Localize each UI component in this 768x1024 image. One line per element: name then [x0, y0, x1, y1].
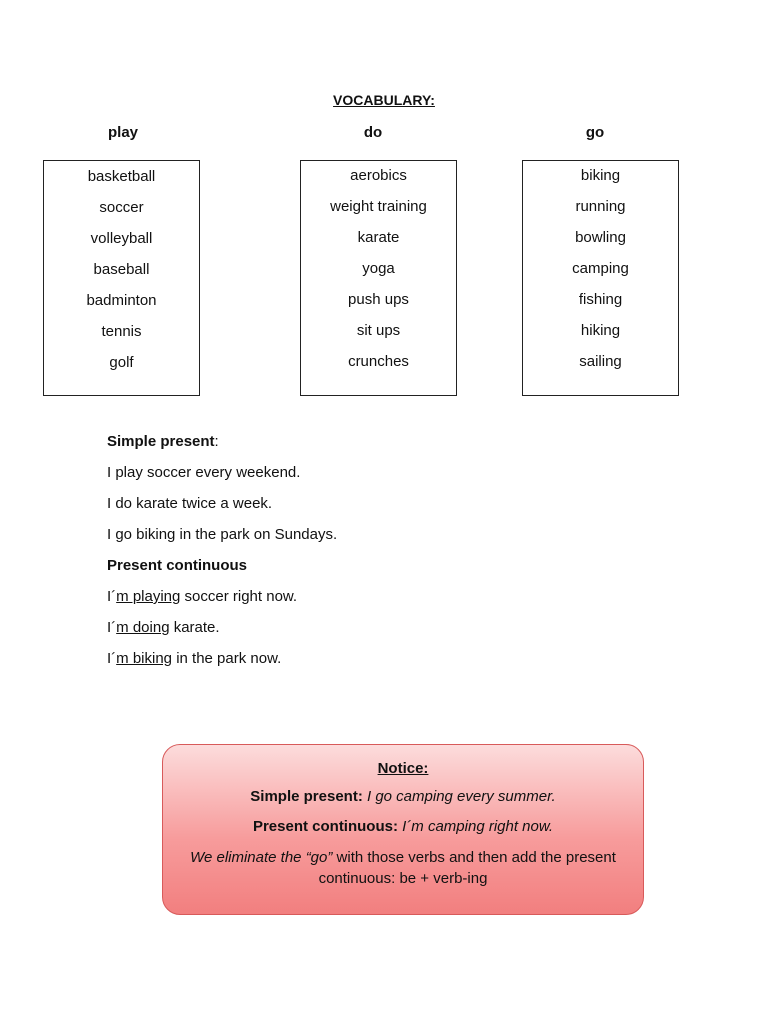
notice-title: Notice:	[377, 760, 429, 777]
list-item: push ups	[348, 291, 409, 308]
list-item: aerobics	[350, 167, 407, 184]
example-sentence: I´m playing soccer right now.	[107, 588, 298, 605]
column-head-play: play	[107, 124, 138, 141]
grammar-examples	[107, 432, 707, 680]
example-sentence: I´m doing karate.	[107, 619, 220, 636]
notice-simple-present: Simple present: I go camping every summer.	[250, 788, 556, 805]
list-item: sit ups	[356, 322, 401, 339]
list-item: soccer	[99, 199, 144, 216]
list-item: baseball	[93, 261, 150, 278]
vocabulary-title-text: VOCABULARY:	[333, 92, 435, 108]
list-item: golf	[109, 354, 134, 371]
list-item: running	[575, 198, 626, 215]
list-item: biking	[580, 167, 621, 184]
list-item: yoga	[362, 260, 395, 277]
do-vocabulary-box	[300, 160, 457, 396]
play-vocabulary-box	[43, 160, 200, 396]
list-item: tennis	[101, 323, 142, 340]
list-item: volleyball	[90, 230, 153, 247]
simple-present-heading: Simple present:	[107, 433, 219, 450]
vocabulary-title	[0, 92, 768, 108]
present-continuous-heading: Present continuous	[107, 557, 248, 574]
list-item: karate	[357, 229, 400, 246]
column-head-do: do	[363, 124, 383, 141]
example-sentence: I do karate twice a week.	[107, 495, 273, 512]
list-item: weight training	[330, 198, 427, 215]
example-sentence: I´m biking in the park now.	[107, 650, 282, 667]
list-item: hiking	[580, 322, 621, 339]
list-item: fishing	[578, 291, 623, 308]
list-item: bowling	[575, 229, 626, 246]
go-vocabulary-box	[522, 160, 679, 396]
list-item: sailing	[579, 353, 622, 370]
list-item: camping	[572, 260, 629, 277]
notice-box	[162, 744, 644, 915]
list-item: crunches	[348, 353, 409, 370]
list-item: badminton	[86, 292, 157, 309]
example-sentence: I play soccer every weekend.	[107, 464, 301, 481]
notice-explanation: We eliminate the “go” with those verbs and then add the present continuous: be + verb-ing	[190, 849, 616, 887]
example-sentence: I go biking in the park on Sundays.	[107, 526, 338, 543]
column-head-go: go	[585, 124, 605, 141]
notice-present-continuous: Present continuous: I´m camping right now.	[252, 818, 554, 835]
list-item: basketball	[87, 168, 156, 185]
